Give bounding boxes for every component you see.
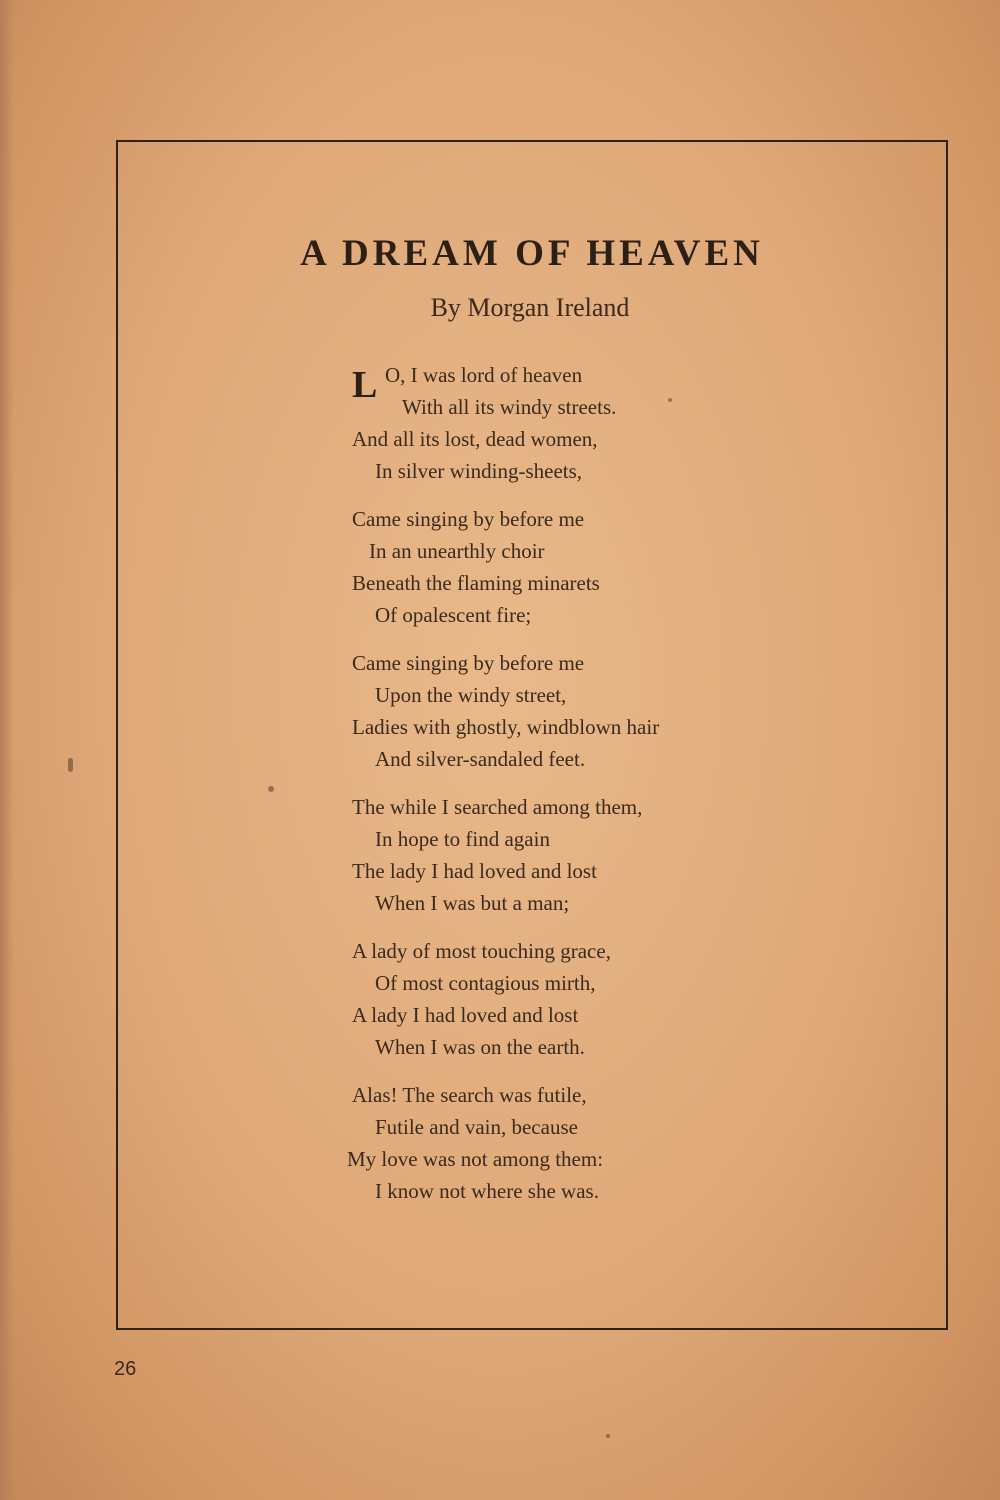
- poem-line: Came singing by before me: [352, 651, 585, 675]
- poem-line: Upon the windy street,: [375, 683, 567, 707]
- poem-line: Of opalescent fire;: [375, 603, 532, 627]
- poem-line: With all its windy streets.: [402, 395, 617, 419]
- poem-line: When I was but a man;: [375, 891, 570, 915]
- poem-line: I know not where she was.: [375, 1179, 599, 1203]
- poem-line: And silver-sandaled feet.: [375, 747, 586, 771]
- paper-speck: [68, 758, 73, 772]
- poem-line-text: O, I was lord of heaven: [385, 363, 583, 387]
- poem-line: A lady of most touching grace,: [352, 939, 611, 963]
- page-number: 26: [114, 1358, 137, 1380]
- poem-line: And all its lost, dead women,: [352, 427, 598, 451]
- drop-cap: L: [352, 364, 378, 406]
- poem-line: The while I searched among them,: [352, 795, 643, 819]
- poem-line: In hope to find again: [375, 827, 550, 851]
- poem-line: The lady I had loved and lost: [352, 859, 597, 883]
- poem-line: Futile and vain, because: [375, 1115, 578, 1139]
- poem-body: [347, 359, 772, 1223]
- stanza-6: [347, 1079, 772, 1207]
- poem-line: Came singing by before me: [352, 507, 585, 531]
- poem-title: A DREAM OF HEAVEN: [300, 233, 764, 274]
- paper-speck: [606, 1434, 610, 1438]
- poem-line: A lady I had loved and lost: [352, 1003, 579, 1027]
- poem-line: Beneath the flaming minarets: [352, 571, 600, 595]
- poem-line: My love was not among them:: [347, 1147, 604, 1171]
- page-edge-shadow: [0, 0, 14, 1500]
- poem-line: [352, 359, 772, 406]
- poem-byline: By Morgan Ireland: [430, 293, 630, 322]
- paper-speck: [668, 398, 672, 402]
- poem-line: In silver winding-sheets,: [375, 459, 583, 483]
- poem-line: Ladies with ghostly, windblown hair: [352, 715, 660, 739]
- stanza-2: [352, 503, 772, 631]
- poem-line: In an unearthly choir: [369, 539, 545, 563]
- poem-line: Alas! The search was futile,: [352, 1083, 587, 1107]
- paper-speck: [268, 786, 274, 792]
- stanza-3: [352, 647, 772, 775]
- poem-line: When I was on the earth.: [375, 1035, 585, 1059]
- stanza-4: [352, 791, 772, 919]
- stanza-1: [352, 359, 772, 487]
- poem-line: Of most contagious mirth,: [375, 971, 596, 995]
- stanza-5: [352, 935, 772, 1063]
